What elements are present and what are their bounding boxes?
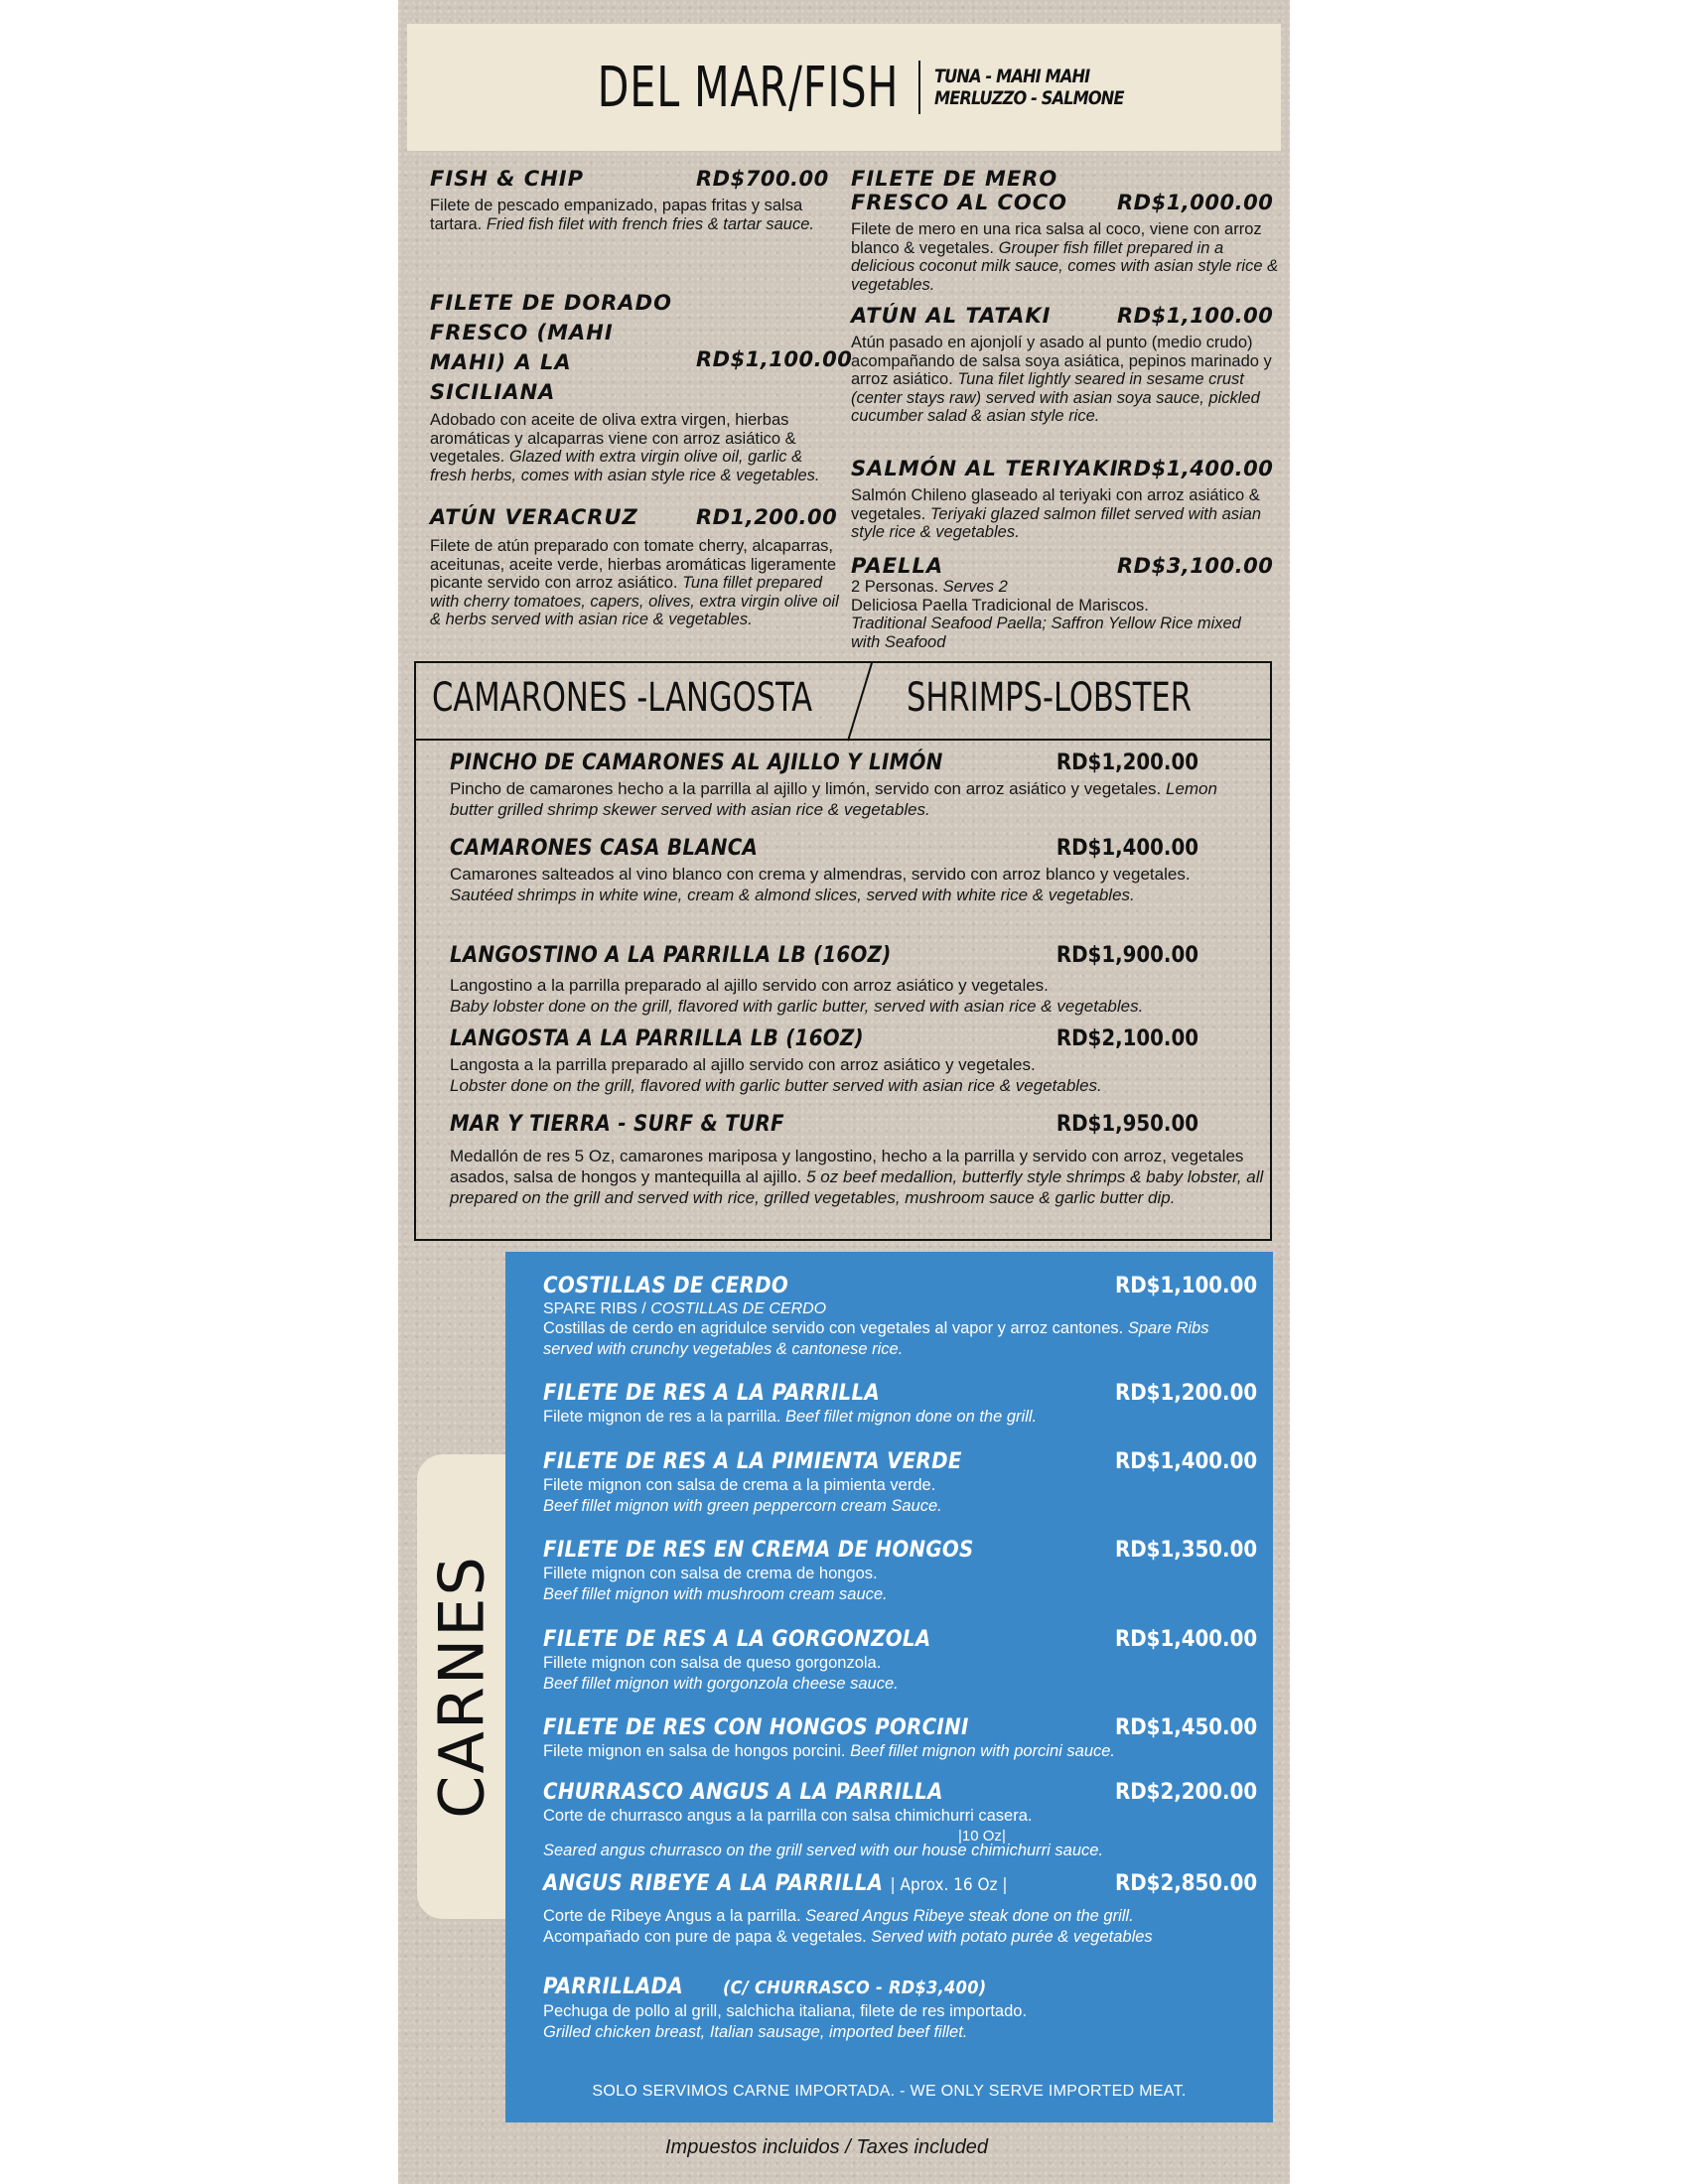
banner-divider [918, 61, 920, 114]
item-price: RD$1,200.00 [1115, 1381, 1258, 1406]
menu-item-atun-veracruz [430, 505, 842, 629]
item-name: CAMARONES CASA BLANCA [450, 836, 759, 861]
menu-item-paella [851, 554, 1274, 651]
menu-item-langostino [450, 943, 1256, 1017]
item-name: FISH & CHIP [430, 167, 584, 191]
menu-item-pincho-camarones [450, 751, 1256, 820]
item-price: RD$1,900.00 [1055, 943, 1198, 968]
menu-item-mar-y-tierra [450, 1112, 1268, 1208]
item-description: Corte de Ribeye Angus a la parrilla. Seared Angus Ribeye steak done on the grill. Acompañado con pure de papa & vegetales. Served with potato purée & vegetables [543, 1907, 1153, 1946]
item-description: Filete mignon en salsa de hongos porcini. Beef fillet mignon with porcini sauce. [543, 1742, 1116, 1760]
item-price: RD$1,000.00 [1117, 191, 1274, 214]
menu-item-camarones-casa-blanca [450, 836, 1256, 905]
item-name: CHURRASCO ANGUS A LA PARRILLA [543, 1780, 943, 1805]
item-serves: 2 Personas. Serves 2 [851, 578, 1008, 596]
fish-section-subtitle [934, 66, 1124, 109]
churrasco-weight: |10 Oz| [958, 1828, 1006, 1844]
item-price: RD$1,400.00 [1115, 1627, 1258, 1652]
item-description: Filete de mero en una rica salsa al coco, viene con arroz blanco & vegetales. Grouper fish fillet prepared in a delicious coconut milk sauce, comes with asian style rice & vegetables. [851, 220, 1279, 294]
meat-section [505, 1252, 1273, 2122]
taxes-note: Impuestos incluidos / Taxes included [665, 2136, 988, 2158]
item-price: RD$1,100.00 [696, 347, 853, 371]
item-description: Costillas de cerdo en agridulce servido con vegetales al vapor y arroz cantones. Spare Ribs served with crunchy vegetables & cantonese rice. [543, 1319, 1209, 1358]
item-description: Pechuga de pollo al grill, salchicha italiana, filete de res importado. Grilled chicken breast, Italian sausage, imported beef fillet. [543, 2002, 1028, 2041]
subtitle-line-2: MERLUZZO - SALMONE [934, 87, 1124, 109]
item-name: ATÚN AL TATAKI [851, 304, 1052, 328]
item-price: RD$1,350.00 [1115, 1538, 1258, 1563]
item-price: RD$1,950.00 [1055, 1112, 1198, 1137]
item-description: Langostino a la parrilla preparado al ajillo servido con arroz asiático y vegetales. Baby lobster done on the grill, flavored with garlic butter, served with asian rice & vegetables. [450, 976, 1144, 1016]
item-name: LANGOSTINO A LA PARRILLA LB (16OZ) [450, 943, 892, 968]
item-name: COSTILLAS DE CERDO [543, 1274, 788, 1298]
item-price: RD$1,200.00 [1055, 751, 1198, 775]
item-name: FILETE DE RES EN CREMA DE HONGOS [543, 1538, 974, 1563]
item-name: MAR Y TIERRA - SURF & TURF [450, 1112, 784, 1137]
item-price: RD$1,400.00 [1055, 836, 1198, 861]
menu-item-costillas [543, 1274, 1258, 1360]
menu-item-mero-coco [851, 167, 1288, 294]
item-description: Atún pasado en ajonjolí y asado al punto (medio crudo) acompañando de salsa soya asiática, pepinos marinado y arroz asiático. Tuna filet lightly seared in sesame crust (center stays raw) served with asian soya sauce, pickled cucumber salad & asian style rice. [851, 334, 1272, 425]
item-price: RD$3,100.00 [1117, 554, 1274, 578]
item-description: Adobado con aceite de oliva extra virgen, hierbas aromáticas y alcaparras viene con arroz asiático & vegetales. Glazed with extra virgin olive oil, garlic & fresh herbs, comes with asian style rice & vegetables. [430, 411, 820, 484]
item-name: LANGOSTA A LA PARRILLA LB (16OZ) [450, 1026, 864, 1051]
item-name: FILETE DE RES A LA PARRILLA [543, 1381, 880, 1406]
item-description-es: Corte de churrasco angus a la parrilla con salsa chimichurri casera. [543, 1807, 1033, 1825]
menu-item-parrillada [543, 1975, 1258, 2043]
item-description: Filete mignon de res a la parrilla. Beef fillet mignon done on the grill. [543, 1408, 1038, 1426]
item-description: Deliciosa Paella Tradicional de Mariscos. Traditional Seafood Paella; Saffron Yellow Rice mixed with Seafood [851, 596, 1241, 651]
menu-item-atun-tataki [851, 304, 1288, 426]
item-price: RD$2,200.00 [1115, 1780, 1258, 1805]
item-price: RD$1,100.00 [1115, 1274, 1258, 1298]
item-description: Salmón Chileno glaseado al teriyaki con arroz asiático & vegetales. Teriyaki glazed salmon fillet served with asian style rice & vegetables. [851, 486, 1262, 541]
shrimp-section-header [416, 663, 1270, 741]
item-price: RD1,200.00 [696, 505, 838, 529]
item-price: RD$1,100.00 [1117, 304, 1274, 328]
parrillada-variant: (C/ CHURRASCO - RD$3,400) [722, 1978, 987, 1998]
item-price: RD$1,400.00 [1115, 1449, 1258, 1474]
header-slash-divider [847, 662, 873, 741]
item-name: ANGUS RIBEYE A LA PARRILLA | Aprox. 16 Oz | [543, 1871, 1008, 1896]
item-name: PARRILLADA (C/ CHURRASCO - RD$3,400) [543, 1975, 987, 1999]
shrimp-lobster-section [414, 661, 1272, 1241]
item-description: Medallón de res 5 Oz, camarones mariposa y langostino, hecho a la parrilla y servido con arroz, vegetales asados, salsa de hongos y mantequilla al ajillo. 5 oz beef medallion, butterfly style shrimps & baby lobster, all prepared on the grill and served with rice, grilled vegetables, mushroom sauce & garlic butter dip. [450, 1147, 1264, 1207]
menu-item-churrasco [543, 1780, 1258, 1861]
item-subtitle: SPARE RIBS / COSTILLAS DE CERDO [543, 1300, 827, 1317]
item-price: RD$1,450.00 [1115, 1715, 1258, 1740]
carnes-tab [417, 1454, 506, 1919]
subtitle-line-1: TUNA - MAHI MAHI [934, 66, 1090, 87]
menu-item-filete-hongos [543, 1538, 1258, 1605]
item-name: FILETE DE DORADO FRESCO (MAHI MAHI) A LA SICILIANA [430, 291, 672, 404]
item-description: Filete de pescado empanizado, papas fritas y salsa tartara. Fried fish filet with french fries & tartar sauce. [430, 197, 814, 233]
item-price: RD$1,400.00 [1117, 457, 1274, 480]
imported-meat-note: SOLO SERVIMOS CARNE IMPORTADA. - WE ONLY SERVE IMPORTED MEAT. [592, 2083, 1187, 2100]
menu-item-fish-chip [430, 167, 832, 233]
menu-item-filete-pimienta [543, 1449, 1258, 1517]
item-description: Camarones salteados al vino blanco con crema y almendras, servido con arroz blanco y vegetales. Sautéed shrimps in white wine, cream & almond slices, served with white rice & vegetables. [450, 865, 1191, 904]
item-name: SALMÓN AL TERIYAKI [851, 457, 1119, 480]
shrimp-title-es: CAMARONES -LANGOSTA [432, 675, 813, 721]
menu-item-filete-gorgonzola [543, 1627, 1258, 1695]
item-name: FILETE DE RES A LA GORGONZOLA [543, 1627, 931, 1652]
menu-item-filete-parrilla [543, 1381, 1258, 1428]
item-description: Langosta a la parrilla preparado al ajillo servido con arroz asiático y vegetales. Lobster done on the grill, flavored with garlic butter served with asian rice & vegetables. [450, 1055, 1102, 1095]
item-description: Filete de atún preparado con tomate cherry, alcaparras, aceitunas, aceite verde, hierbas aromáticas ligeramente picante servido con arroz asiático. Tuna fillet prepared with cherry tomatoes, capers, olives, extra virgin olive oil & herbs served with asian rice & vegetables. [430, 537, 839, 628]
item-description: Fillete mignon con salsa de queso gorgonzola. Beef fillet mignon with gorgonzola cheese sauce. [543, 1654, 899, 1693]
menu-item-ribeye [543, 1871, 1268, 1948]
item-name: ATÚN VERACRUZ [430, 505, 638, 529]
item-description: Pincho de camarones hecho a la parrilla al ajillo y limón, servido con arroz asiático y vegetales. Lemon butter grilled shrimp skewer served with asian rice & vegetables. [450, 779, 1217, 819]
item-name: PAELLA [851, 554, 944, 578]
menu-item-salmon-teriyaki [851, 457, 1274, 542]
item-description: Fillete mignon con salsa de crema de hongos. Beef fillet mignon with mushroom cream sauce. [543, 1565, 888, 1603]
shrimp-title-en: SHRIMPS-LOBSTER [907, 675, 1192, 721]
fish-section-banner [407, 24, 1281, 151]
item-description-en: Seared angus churrasco on the grill served with our house chimichurri sauce. [543, 1842, 1104, 1859]
item-description: Filete mignon con salsa de crema a la pimienta verde. Beef fillet mignon with green peppercorn cream Sauce. [543, 1476, 942, 1515]
item-name: FILETE DE MERO FRESCO AL COCO [851, 167, 1068, 214]
item-name: FILETE DE RES A LA PIMIENTA VERDE [543, 1449, 962, 1474]
ribeye-weight-note: | Aprox. 16 Oz | [890, 1875, 1008, 1895]
menu-item-filete-porcini [543, 1715, 1258, 1762]
menu-item-langosta [450, 1026, 1256, 1096]
item-name: PINCHO DE CAMARONES AL AJILLO Y LIMÓN [450, 751, 943, 775]
item-price: RD$2,100.00 [1055, 1026, 1198, 1051]
carnes-tab-label: CARNES [425, 1555, 498, 1819]
menu-item-mahi-mahi [430, 288, 853, 484]
item-price: RD$2,850.00 [1115, 1871, 1258, 1896]
item-price: RD$700.00 [696, 167, 829, 191]
item-name: FILETE DE RES CON HONGOS PORCINI [543, 1715, 969, 1740]
fish-section-title: DEL MAR/FISH [597, 55, 900, 120]
